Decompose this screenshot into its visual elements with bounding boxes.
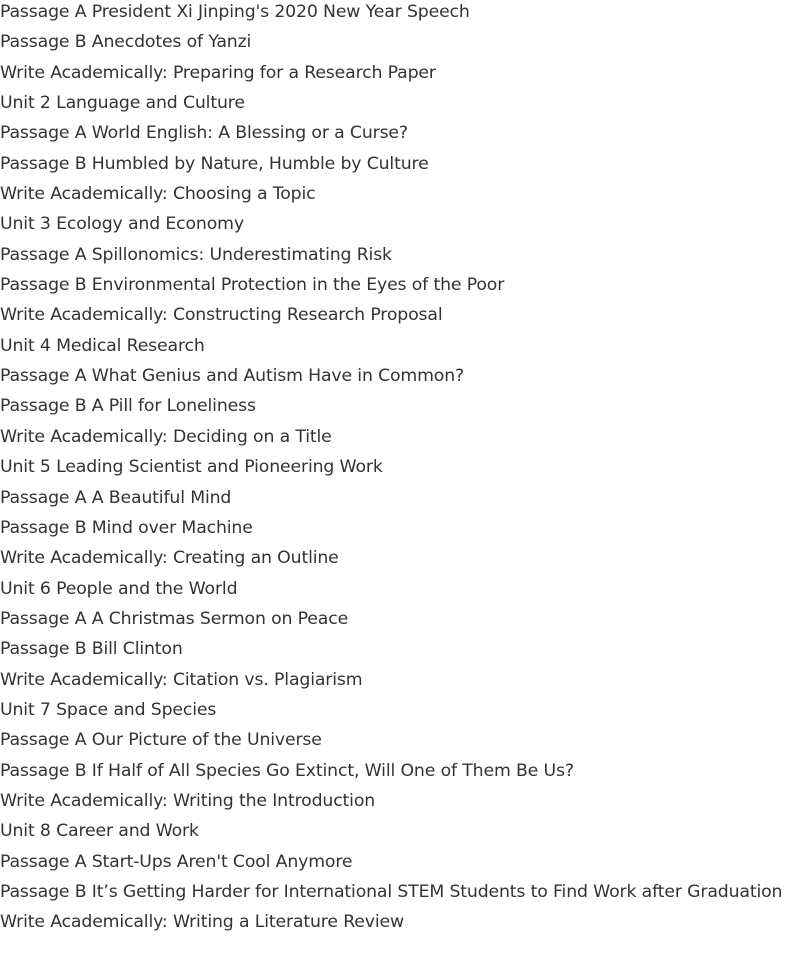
toc-writing-line: Write Academically: Constructing Research Proposal [0,305,443,326]
toc-passage-line: Passage A A Beautiful Mind [0,487,232,508]
toc-unit-heading: Unit 3 Ecology and Economy [0,214,244,235]
toc-passage-line: Passage B It’s Getting Harder for International STEM Students to Find Work after Graduation [0,881,783,902]
toc-unit-heading: Unit 7 Space and Species [0,699,217,720]
toc-writing-line: Write Academically: Creating an Outline [0,548,339,569]
toc-writing-line: Write Academically: Writing a Literature Review [0,912,404,933]
toc-passage-line: Passage B Humbled by Nature, Humble by Culture [0,153,429,174]
toc-passage-line: Passage A Our Picture of the Universe [0,730,322,751]
toc-passage-line: Passage A A Christmas Sermon on Peace [0,608,349,629]
toc-writing-line: Write Academically: Deciding on a Title [0,426,332,447]
toc-passage-line: Passage A World English: A Blessing or a Curse? [0,123,408,144]
toc-passage-line: Passage A President Xi Jinping's 2020 New Year Speech [0,2,470,22]
toc-passage-line: Passage B Environmental Protection in the Eyes of the Poor [0,275,505,296]
toc-writing-line: Write Academically: Citation vs. Plagiarism [0,669,363,690]
toc-passage-line: Passage A What Genius and Autism Have in Common? [0,366,465,387]
toc-unit-heading: Unit 5 Leading Scientist and Pioneering Work [0,457,383,478]
toc-passage-line: Passage A Start-Ups Aren't Cool Anymore [0,851,353,872]
toc-passage-line: Passage B Anecdotes of Yanzi [0,32,252,53]
toc-passage-line: Passage B If Half of All Species Go Extinct, Will One of Them Be Us? [0,760,574,781]
toc-writing-line: Write Academically: Writing the Introduction [0,790,376,811]
toc-writing-line: Write Academically: Choosing a Topic [0,184,316,205]
toc-unit-heading: Unit 2 Language and Culture [0,93,245,114]
toc-unit-heading: Unit 8 Career and Work [0,821,199,842]
toc-passage-line: Passage A Spillonomics: Underestimating Risk [0,244,392,265]
toc-unit-heading: Unit 4 Medical Research [0,335,205,356]
toc-writing-line: Write Academically: Preparing for a Research Paper [0,62,436,83]
toc-passage-line: Passage B A Pill for Loneliness [0,396,256,417]
toc-passage-line: Passage B Bill Clinton [0,639,183,660]
toc-passage-line: Passage B Mind over Machine [0,517,253,538]
toc-unit-heading: Unit 6 People and the World [0,578,238,599]
